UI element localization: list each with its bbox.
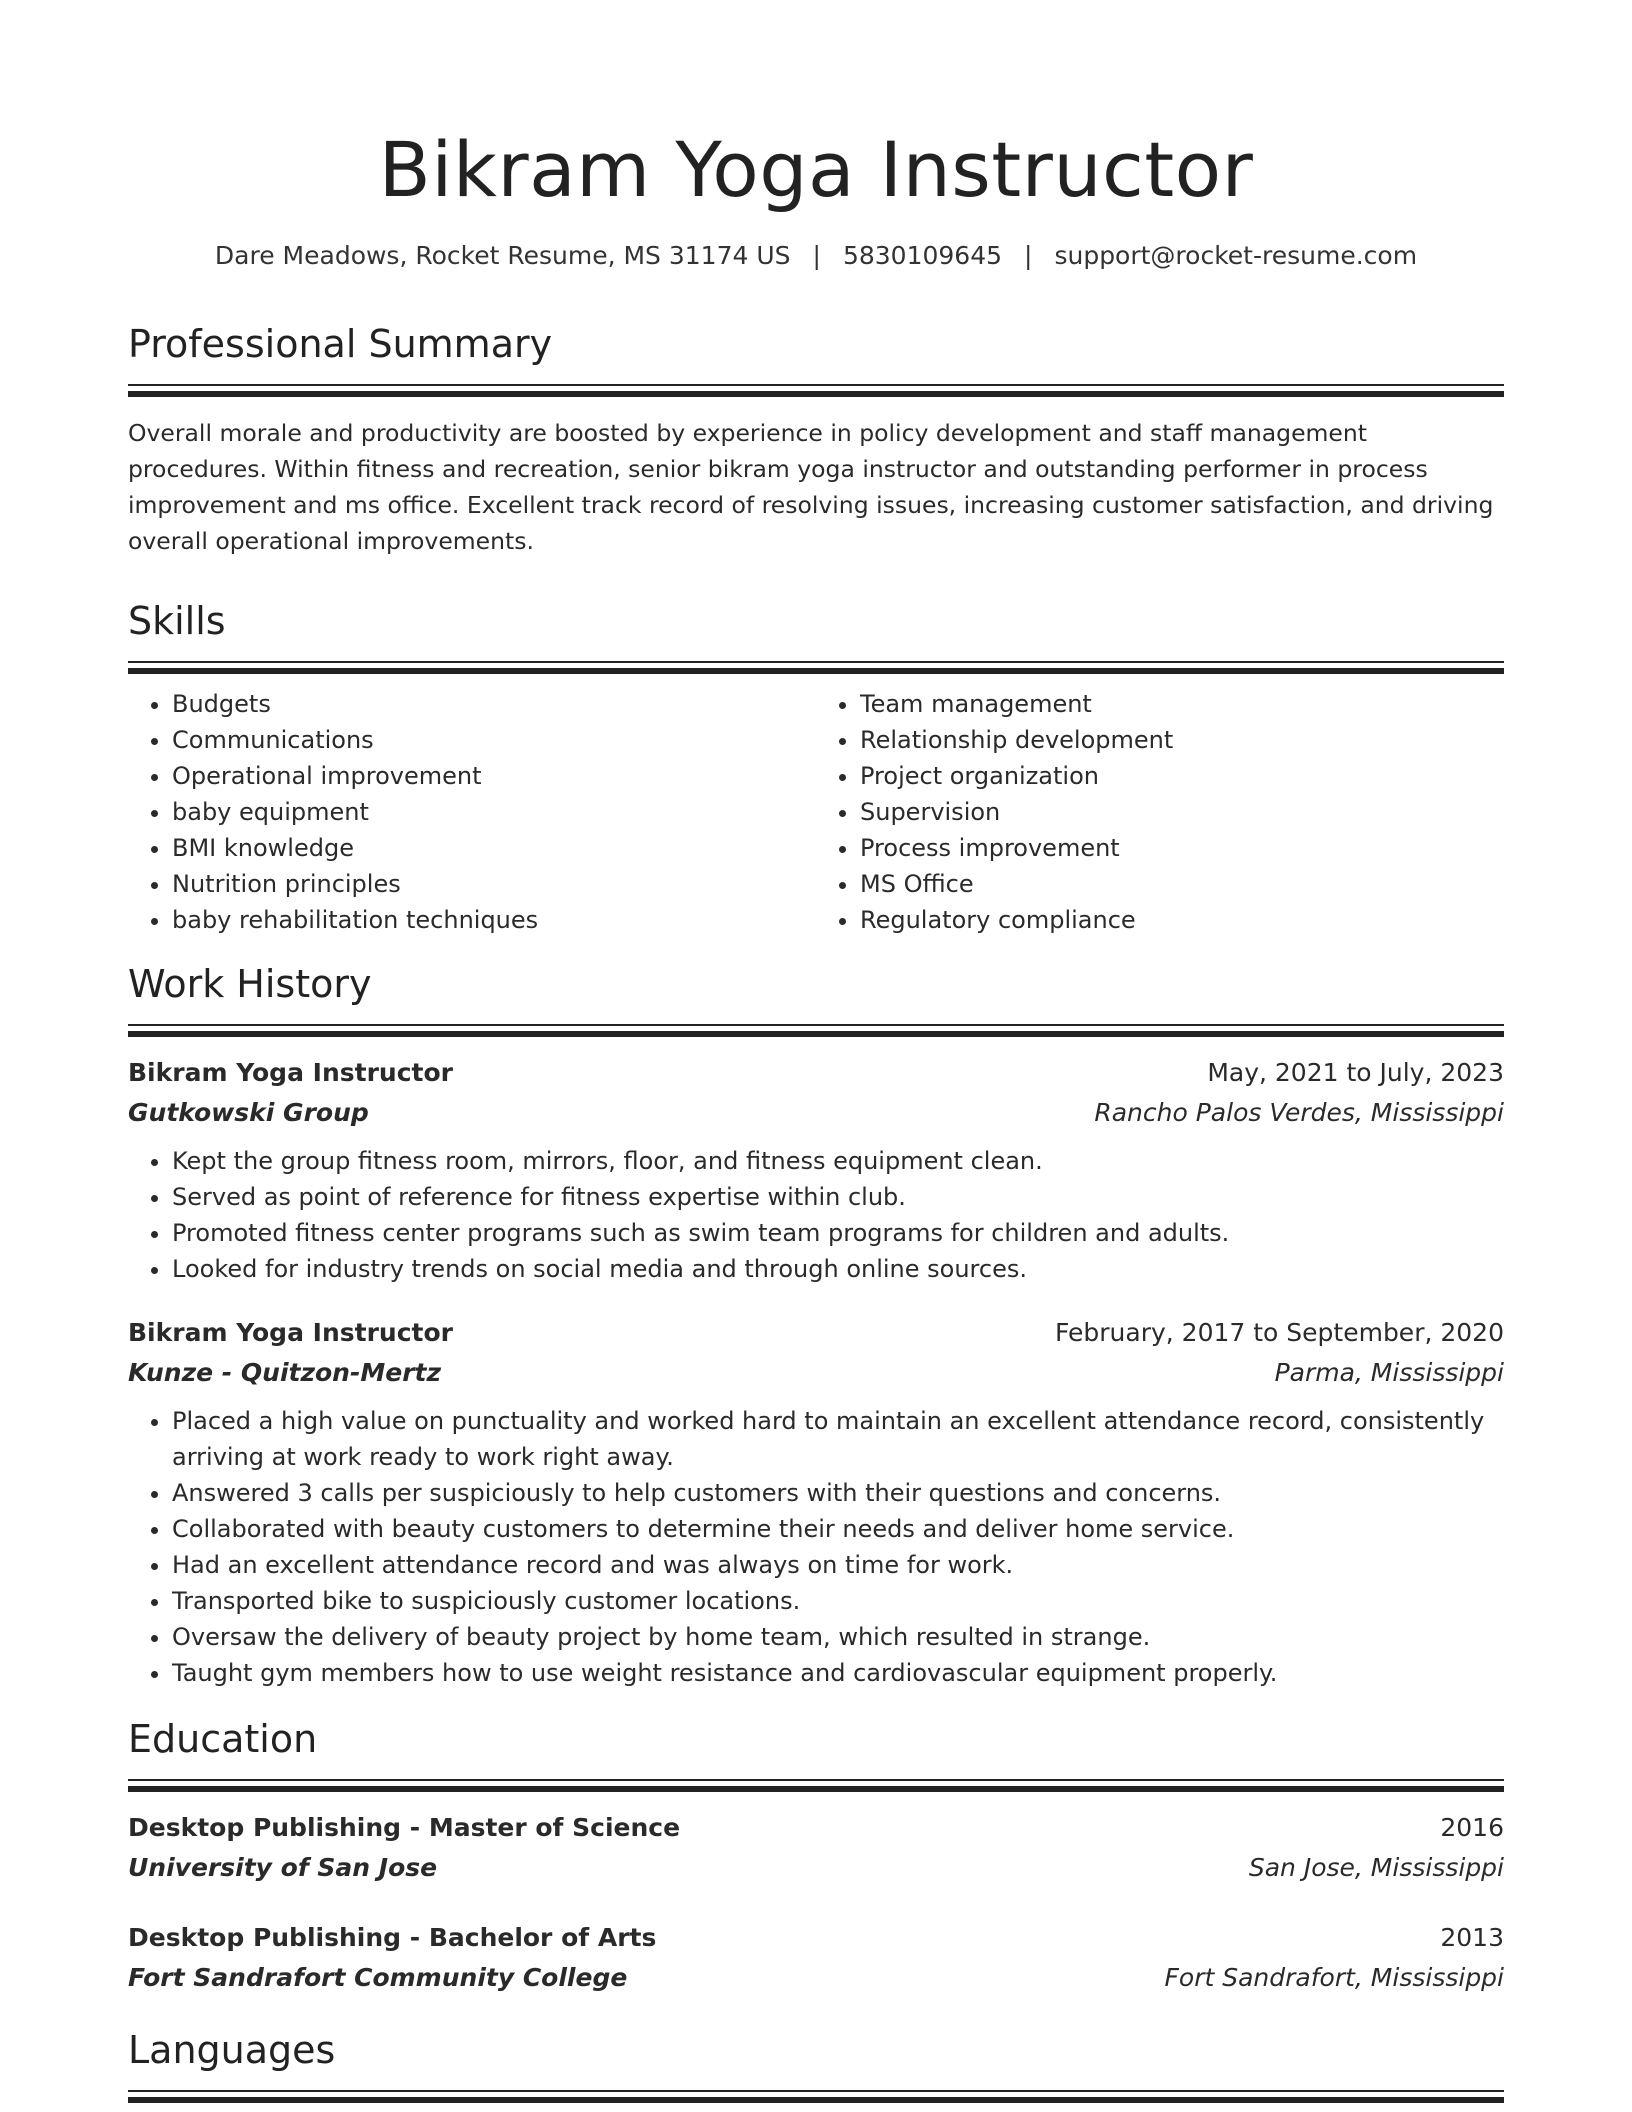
section-heading-skills: Skills bbox=[128, 599, 226, 643]
graduation-year: 2016 bbox=[1440, 1813, 1504, 1842]
section-heading-summary: Professional Summary bbox=[128, 322, 553, 366]
section-divider bbox=[128, 2090, 1504, 2103]
contact-separator: | bbox=[812, 241, 821, 270]
contact-address: Dare Meadows, Rocket Resume, MS 31174 US bbox=[214, 241, 791, 270]
skill-item: • baby rehabilitation techniques bbox=[172, 902, 816, 938]
summary-section bbox=[128, 318, 1504, 559]
section-divider bbox=[128, 1024, 1504, 1037]
job-entry bbox=[128, 1313, 1504, 1691]
skill-item: • Regulatory compliance bbox=[860, 902, 1504, 938]
degree: Desktop Publishing - Master of Science bbox=[128, 1813, 681, 1842]
job-duties bbox=[128, 1403, 1504, 1691]
education-entry bbox=[128, 1918, 1504, 1998]
school-location: Fort Sandrafort, Mississippi bbox=[1164, 1963, 1504, 1992]
section-divider bbox=[128, 661, 1504, 674]
skill-item: • MS Office bbox=[860, 866, 1504, 902]
contact-separator: | bbox=[1024, 241, 1033, 270]
resume-title: Bikram Yoga Instructor bbox=[378, 125, 1254, 214]
graduation-year: 2013 bbox=[1440, 1923, 1504, 1952]
job-title: Bikram Yoga Instructor bbox=[128, 1058, 453, 1087]
school-name: Fort Sandrafort Community College bbox=[128, 1963, 628, 1992]
section-heading-education: Education bbox=[128, 1717, 318, 1761]
section-divider bbox=[128, 384, 1504, 397]
section-heading-languages: Languages bbox=[128, 2028, 336, 2072]
job-entry bbox=[128, 1053, 1504, 1287]
duty-item: • Kept the group fitness room, mirrors, floor, and fitness equipment clean. bbox=[172, 1143, 1504, 1179]
work-history-section bbox=[128, 958, 1504, 1691]
summary-text: Overall morale and productivity are boosted by experience in policy development and staff management procedures. Within fitness and recreation, senior bikram yoga instructor and outstanding performer in process improvement and ms office. Excellent track record of resolving issues, increasing customer satisfaction, and driving overall operational improvements. bbox=[128, 419, 1494, 555]
duty-item: • Served as point of reference for fitness expertise within club. bbox=[172, 1179, 1504, 1215]
education-entry bbox=[128, 1808, 1504, 1888]
contact-email: support@rocket-resume.com bbox=[1054, 241, 1418, 270]
duty-item: • Promoted fitness center programs such as swim team programs for children and adults. bbox=[172, 1215, 1504, 1251]
job-dates: February, 2017 to September, 2020 bbox=[1055, 1318, 1504, 1347]
skill-item: • Process improvement bbox=[860, 830, 1504, 866]
languages-section bbox=[128, 2024, 1504, 2103]
job-location: Parma, Mississippi bbox=[1274, 1358, 1504, 1387]
skill-item: • Team management bbox=[860, 686, 1504, 722]
duty-item: • Transported bike to suspiciously customer locations. bbox=[172, 1583, 1504, 1619]
duty-item: • Looked for industry trends on social media and through online sources. bbox=[172, 1251, 1504, 1287]
duty-item: • Collaborated with beauty customers to determine their needs and deliver home service. bbox=[172, 1511, 1504, 1547]
job-title: Bikram Yoga Instructor bbox=[128, 1318, 453, 1347]
skill-item: • Nutrition principles bbox=[172, 866, 816, 902]
job-employer: Gutkowski Group bbox=[128, 1098, 369, 1127]
job-employer: Kunze - Quitzon-Mertz bbox=[128, 1358, 442, 1387]
section-heading-work: Work History bbox=[128, 962, 372, 1006]
school-location: San Jose, Mississippi bbox=[1248, 1853, 1504, 1882]
section-divider bbox=[128, 1779, 1504, 1792]
duty-item: • Answered 3 calls per suspiciously to help customers with their questions and concerns. bbox=[172, 1475, 1504, 1511]
duty-item: • Taught gym members how to use weight resistance and cardiovascular equipment properly. bbox=[172, 1655, 1504, 1691]
skill-item: • Supervision bbox=[860, 794, 1504, 830]
skill-item: • Communications bbox=[172, 722, 816, 758]
skill-item: • Relationship development bbox=[860, 722, 1504, 758]
education-section bbox=[128, 1713, 1504, 1998]
skills-columns bbox=[128, 686, 1504, 938]
skills-section bbox=[128, 595, 1504, 938]
job-dates: May, 2021 to July, 2023 bbox=[1207, 1058, 1504, 1087]
skill-item: • Operational improvement bbox=[172, 758, 816, 794]
skills-list-right bbox=[816, 686, 1504, 938]
contact-phone: 5830109645 bbox=[842, 241, 1003, 270]
school-name: University of San Jose bbox=[128, 1853, 438, 1882]
degree: Desktop Publishing - Bachelor of Arts bbox=[128, 1923, 657, 1952]
job-duties bbox=[128, 1143, 1504, 1287]
duty-item: • Had an excellent attendance record and was always on time for work. bbox=[172, 1547, 1504, 1583]
skills-list-left bbox=[128, 686, 816, 938]
job-location: Rancho Palos Verdes, Mississippi bbox=[1094, 1098, 1504, 1127]
skill-item: • baby equipment bbox=[172, 794, 816, 830]
skill-item: • Project organization bbox=[860, 758, 1504, 794]
skill-item: • Budgets bbox=[172, 686, 816, 722]
duty-item: • Oversaw the delivery of beauty project by home team, which resulted in strange. bbox=[172, 1619, 1504, 1655]
skill-item: • BMI knowledge bbox=[172, 830, 816, 866]
duty-item: • Placed a high value on punctuality and worked hard to maintain an excellent attendance record, consistently arriving at work ready to work right away. bbox=[172, 1403, 1504, 1475]
contact-line bbox=[128, 238, 1504, 274]
